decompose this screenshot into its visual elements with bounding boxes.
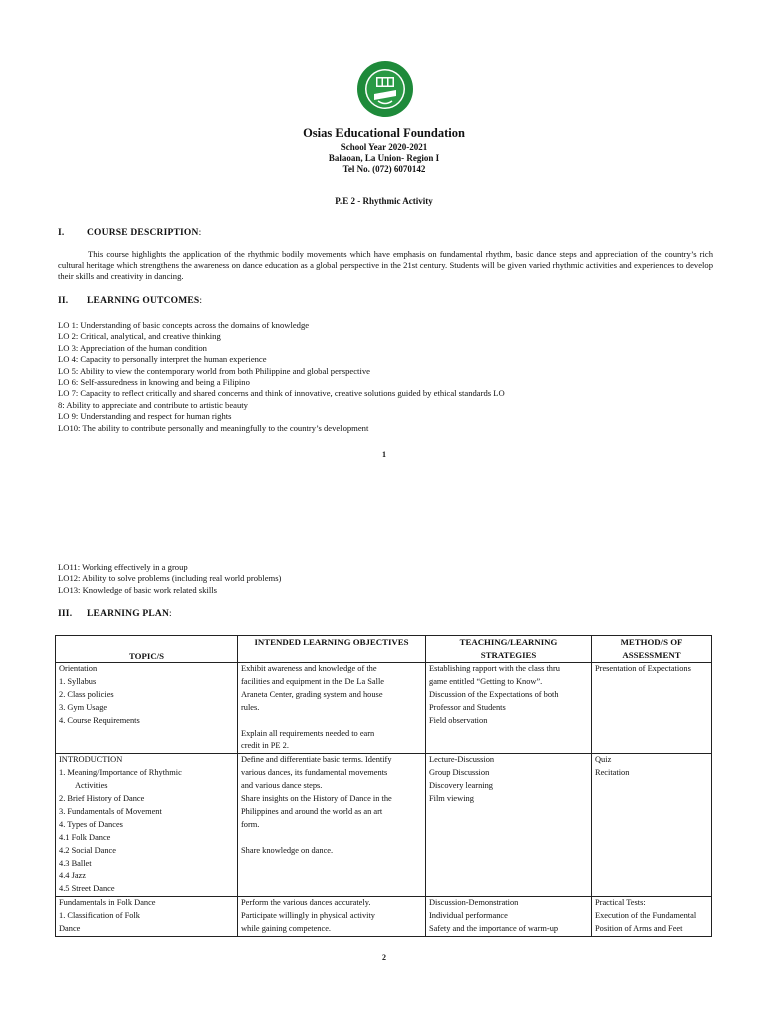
course-description-text: This course highlights the application of the rhythmic bodily movements which have emphasis on fundamental rhythm, basic dance steps and appreciation of the country’s rich cultural heritage which strengthens the awareness on dance education as a global perspective in the 21st century. Students will be given varied rhythmic activities and experiences to develop their skills and creativity in dancing. <box>58 249 713 282</box>
school-seal-logo-icon <box>356 60 414 118</box>
header-assessment: METHOD/S OF ASSESSMENT <box>592 636 712 663</box>
list-item: LO 7: Capacity to reflect critically and shared concerns and think of innovative, creative solutions guided by ethical standards LO <box>58 388 505 399</box>
table-row <box>56 663 712 754</box>
learning-outcomes-list <box>58 320 718 434</box>
table-header-row <box>56 636 712 663</box>
list-item: 8: Ability to appreciate and contribute to artistic beauty <box>58 399 248 410</box>
section-number: II. <box>58 296 69 306</box>
page-number: 1 <box>382 450 386 459</box>
header-objectives: INTENDED LEARNING OBJECTIVES <box>238 636 426 663</box>
cell-objectives: Perform the various dances accurately. Participate willingly in physical activity while gaining competence. <box>238 897 426 937</box>
learning-outcomes-list-continued <box>58 562 718 596</box>
list-item: LO12: Ability to solve problems (including real world problems) <box>58 573 282 584</box>
section-title: LEARNING PLAN <box>87 609 170 619</box>
section-course-description: I. COURSE DESCRIPTION: <box>58 228 202 238</box>
list-item: LO 2: Critical, analytical, and creative thinking <box>58 331 221 342</box>
school-year: School Year 2020-2021 <box>340 142 428 152</box>
section-number: III. <box>58 609 73 619</box>
list-item: LO 6: Self-assuredness in knowing and being a Filipino <box>58 377 250 388</box>
course-title: P.E 2 - Rhythmic Activity <box>335 196 433 206</box>
cell-objectives: Exhibit awareness and knowledge of the facilities and equipment in the De La Salle Araneta Center, grading system and house rules. Explain all requirements needed to earn credit in PE 2. <box>238 663 426 754</box>
list-item: LO11: Working effectively in a group <box>58 562 188 572</box>
list-item: LO 9: Understanding and respect for human rights <box>58 411 232 422</box>
cell-strategies: Establishing rapport with the class thru game entitled “Getting to Know”. Discussion of the Expectations of both Professor and Students Field observation <box>426 663 592 754</box>
cell-topic: Orientation 1. Syllabus 2. Class policies 3. Gym Usage 4. Course Requirements <box>56 663 238 754</box>
list-item: LO 1: Understanding of basic concepts across the domains of knowledge <box>58 320 310 330</box>
cell-topic: INTRODUCTION 1. Meaning/Importance of Rhythmic Activities 2. Brief History of Dance 3. Fundamentals of Movement 4. Types of Dances 4.1 Folk Dance 4.2 Social Dance 4.3 Ballet 4.4 Jazz 4.5 Street Dance <box>56 754 238 897</box>
cell-topic: Fundamentals in Folk Dance 1. Classification of Folk Dance <box>56 897 238 937</box>
header-topic: TOPIC/S <box>56 636 238 663</box>
page-number: 2 <box>382 953 386 962</box>
table-row <box>56 754 712 897</box>
section-number: I. <box>58 228 65 238</box>
section-title: LEARNING OUTCOMES <box>87 296 200 306</box>
learning-plan-table <box>55 635 712 937</box>
cell-assessment: Presentation of Expectations <box>592 663 712 754</box>
org-name: Osias Educational Foundation <box>303 126 465 140</box>
table-row <box>56 897 712 937</box>
header-strategies: TEACHING/LEARNING STRATEGIES <box>426 636 592 663</box>
telephone: Tel No. (072) 6070142 <box>342 164 426 174</box>
list-item: LO13: Knowledge of basic work related skills <box>58 584 217 595</box>
list-item: LO 3: Appreciation of the human condition <box>58 342 207 353</box>
address: Balaoan, La Union- Region I <box>328 153 440 163</box>
list-item: LO 4: Capacity to personally interpret the human experience <box>58 354 267 365</box>
cell-assessment: Practical Tests: Execution of the Fundamental Position of Arms and Feet <box>592 897 712 937</box>
cell-objectives: Define and differentiate basic terms. Identify various dances, its fundamental movements and various dance steps. Share insights on the History of Dance in the Philippines and around the world as an art form. Share knowledge on dance. <box>238 754 426 897</box>
list-item: LO10: The ability to contribute personally and meaningfully to the country’s development <box>58 422 369 433</box>
cell-assessment: Quiz Recitation <box>592 754 712 897</box>
section-learning-outcomes: II. LEARNING OUTCOMES: <box>58 296 203 306</box>
cell-strategies: Lecture-Discussion Group Discussion Discovery learning Film viewing <box>426 754 592 897</box>
list-item: LO 5: Ability to view the contemporary world from both Philippine and global perspective <box>58 365 370 376</box>
section-title: COURSE DESCRIPTION <box>87 228 199 238</box>
cell-strategies: Discussion-Demonstration Individual performance Safety and the importance of warm-up <box>426 897 592 937</box>
section-learning-plan: III. LEARNING PLAN: <box>58 609 172 619</box>
